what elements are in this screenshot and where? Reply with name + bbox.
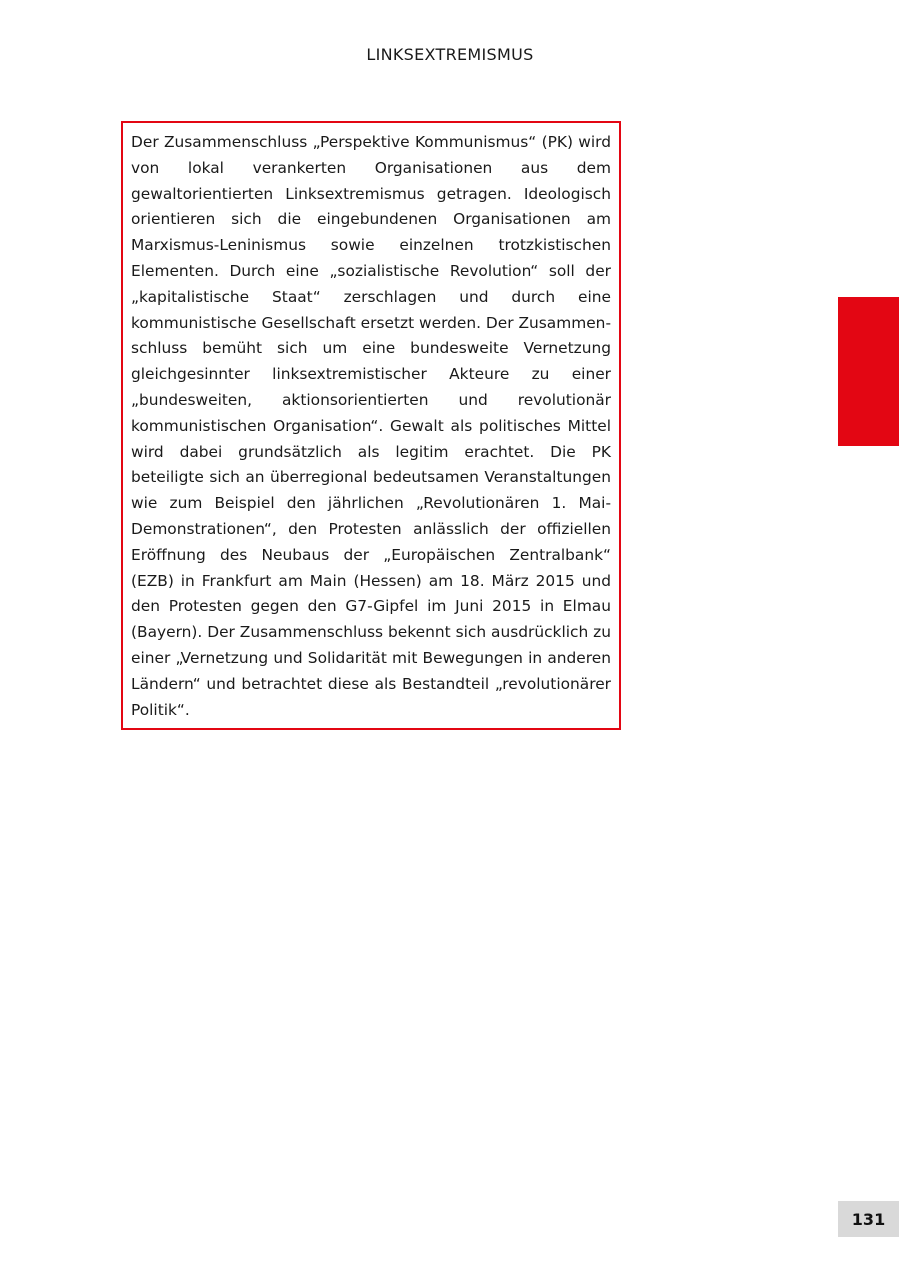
page-number-box <box>838 1201 899 1237</box>
page-number: 131 <box>851 1209 886 1229</box>
chapter-tab-marker <box>838 297 899 446</box>
info-box <box>121 121 621 730</box>
info-box-text: Der Zusammenschluss „Perspektive Kommunismus“ (PK) wird von lokal verankerten Organisationen aus dem gewaltorientierten Linksextremismus getragen. Ideologisch orientieren sich die eingebundenen Organisationen am Marxismus-Leninismus sowie einzelnen trotzkistischen Elementen. Durch eine „sozialistische Revolution“ soll der „kapitalistische Staat“ zerschlagen und durch eine kommunistische Gesellschaft ersetzt werden. Der Zusammenschluss bemüht sich um eine bundesweite Vernetzung gleichgesinnter linksextremistischer Akteure zu einer „bundesweiten, aktionsorientierten und revolutionär kommunistischen Organisation“. Gewalt als politisches Mittel wird dabei grundsätzlich als legitim erachtet. Die PK beteiligte sich an überregional bedeutsamen Veranstaltungen wie zum Beispiel den jährlichen „Revolutionären 1. Mai-Demonstrationen“, den Protesten anlässlich der offiziellen Eröffnung des Neubaus der „Europäischen Zentralbank“ (EZB) in Frankfurt am Main (Hessen) am 18. März 2015 und den Protesten gegen den G7-Gipfel im Juni 2015 in Elmau (Bayern). Der Zusammenschluss bekennt sich ausdrücklich zu einer „Vernetzung und Solidarität mit Bewegungen in anderen Ländern“ und betrachtet diese als Bestandteil „revolutionärer Politik“. <box>131 133 611 719</box>
running-header: LINKSEXTREMISMUS <box>366 45 534 64</box>
